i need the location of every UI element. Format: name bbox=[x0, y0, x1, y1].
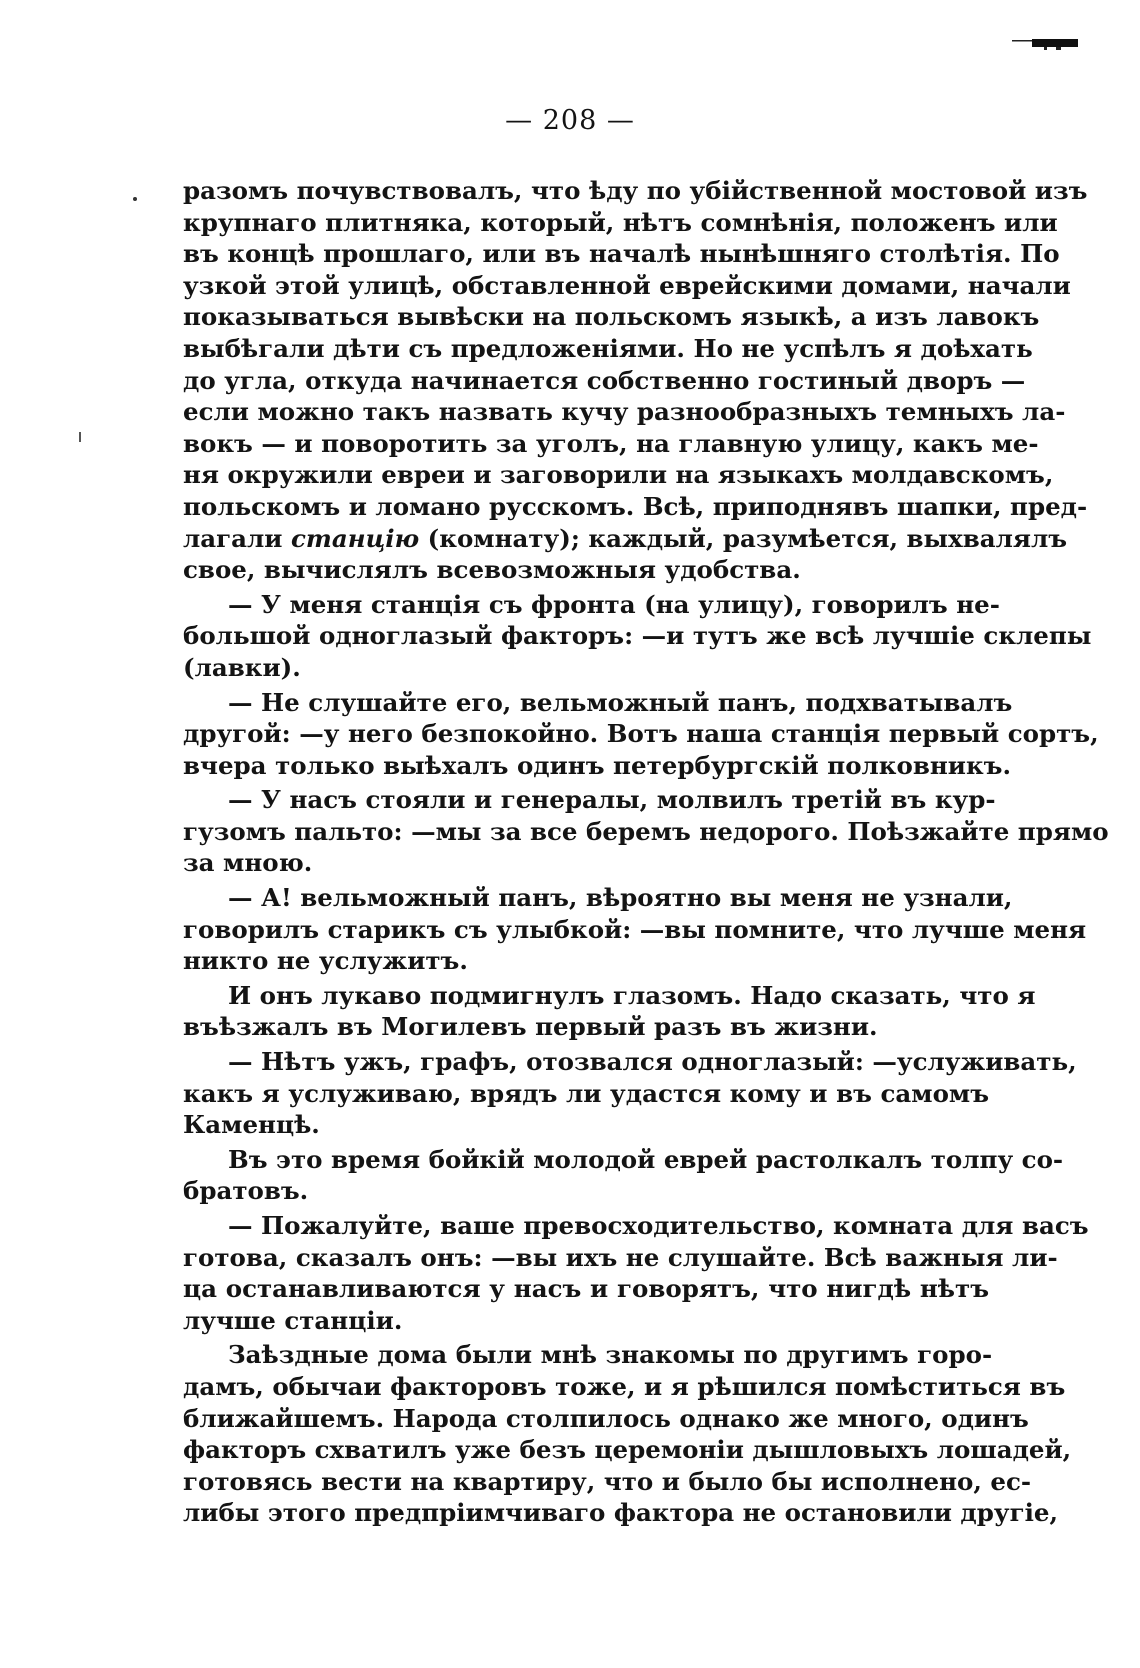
text-line: выбѣгали дѣти съ предложеніями. Но не успѣлъ я доѣхать bbox=[183, 333, 1033, 363]
margin-dot bbox=[133, 197, 137, 201]
text-line: вокъ — и поворотить за уголъ, на главную улицу, какъ ме- bbox=[183, 428, 1039, 458]
text-line: готовясь вести на квартиру, что и было бы исполнено, ес- bbox=[183, 1466, 1032, 1496]
text-line: какъ я услуживаю, врядъ ли удастся кому и въ самомъ bbox=[183, 1078, 989, 1108]
text-line: (лавки). bbox=[183, 652, 301, 682]
italic-word: станцію bbox=[291, 523, 420, 553]
scan-corner-mark bbox=[1012, 37, 1078, 51]
text-line: до угла, откуда начинается собственно гостиный дворъ — bbox=[183, 365, 1026, 395]
text-line: дамъ, обычаи факторовъ тоже, и я рѣшился помѣститься въ bbox=[183, 1371, 1066, 1401]
text-line: ца останавливаются у насъ и говорятъ, что нигдѣ нѣтъ bbox=[183, 1274, 989, 1304]
text-line: ня окружили евреи и заговорили на языкахъ молдавскомъ, bbox=[183, 460, 1054, 490]
text-line: польскомъ и ломано русскомъ. Всѣ, приподнявъ шапки, пред- bbox=[183, 491, 1088, 521]
text-segment: (комнату); каждый, разумѣется, выхвалялъ bbox=[419, 523, 1068, 553]
text-line: И онъ лукаво подмигнулъ глазомъ. Надо сказать, что я bbox=[228, 980, 1036, 1010]
text-line: крупнаго плитняка, который, нѣтъ сомнѣнія, положенъ или bbox=[183, 207, 1058, 237]
text-line: — У меня станція съ фронта (на улицу), говорилъ не- bbox=[228, 589, 1000, 619]
text-line: — А! вельможный панъ, вѣроятно вы меня не узнали, bbox=[228, 883, 1013, 913]
text-line: узкой этой улицѣ, обставленной еврейскими домами, начали bbox=[183, 270, 1071, 300]
text-line: большой одноглазый факторъ: —и тутъ же всѣ лучшіе склепы bbox=[183, 621, 1092, 651]
text-line: гузомъ пальто: —мы за все беремъ недорого. Поѣзжайте прямо bbox=[183, 816, 1109, 846]
text-line: показываться вывѣски на польскомъ языкѣ, а изъ лавокъ bbox=[183, 302, 1040, 332]
text-line: разомъ почувствовалъ, что ѣду по убійственной мостовой изъ bbox=[183, 176, 1088, 205]
text-line: вчера только выѣхалъ одинъ петербургскій полковникъ. bbox=[183, 750, 1011, 780]
text-line: никто не услужитъ. bbox=[183, 946, 468, 976]
page-number: — 208 — bbox=[505, 105, 635, 136]
text-line: — Не слушайте его, вельможный панъ, подхватывалъ bbox=[228, 687, 1013, 717]
text-line: въ концѣ прошлаго, или въ началѣ нынѣшняго столѣтія. По bbox=[183, 239, 1060, 269]
margin-tick bbox=[79, 432, 81, 442]
text-line: Заѣздные дома были мнѣ знакомы по другимъ горо- bbox=[228, 1340, 993, 1370]
text-line: лучше станціи. bbox=[183, 1305, 403, 1335]
text-line: Каменцѣ. bbox=[183, 1110, 320, 1140]
text-line: — Пожалуйте, ваше превосходительство, комната для васъ bbox=[228, 1211, 1089, 1240]
text-line: говорилъ старикъ съ улыбкой: —вы помните, что лучше меня bbox=[183, 914, 1087, 944]
text-line: братовъ. bbox=[183, 1176, 309, 1206]
text-line: Въ это время бойкій молодой еврей растолкалъ толпу со- bbox=[228, 1144, 1064, 1174]
text-line: въѣзжалъ въ Могилевъ первый разъ въ жизни. bbox=[183, 1012, 878, 1042]
text-line: свое, вычислялъ всевозможныя удобства. bbox=[183, 555, 801, 585]
text-line: другой: —у него безпокойно. Вотъ наша станція первый сортъ, bbox=[183, 719, 1099, 749]
text-line: либы этого предпріимчиваго фактора не остановили другіе, bbox=[183, 1498, 1059, 1528]
text-segment: лагали bbox=[183, 523, 292, 553]
text-line: — Нѣтъ ужъ, графъ, отозвался одноглазый: —услуживать, bbox=[228, 1047, 1077, 1077]
text-line: факторъ схватилъ уже безъ церемоніи дышловыхъ лошадей, bbox=[183, 1435, 1072, 1465]
text-line: если можно такъ назвать кучу разнообразныхъ темныхъ ла- bbox=[183, 397, 1066, 427]
text-line: за мною. bbox=[183, 848, 313, 878]
text-line: готова, сказалъ онъ: —вы ихъ не слушайте. Всѣ важныя ли- bbox=[183, 1242, 1058, 1272]
text-line: ближайшемъ. Народа столпилось однако же много, одинъ bbox=[183, 1403, 1029, 1433]
text-line: — У насъ стояли и генералы, молвилъ третій въ кур- bbox=[228, 785, 996, 815]
body-text bbox=[183, 175, 1109, 1529]
text-line bbox=[183, 523, 1068, 555]
